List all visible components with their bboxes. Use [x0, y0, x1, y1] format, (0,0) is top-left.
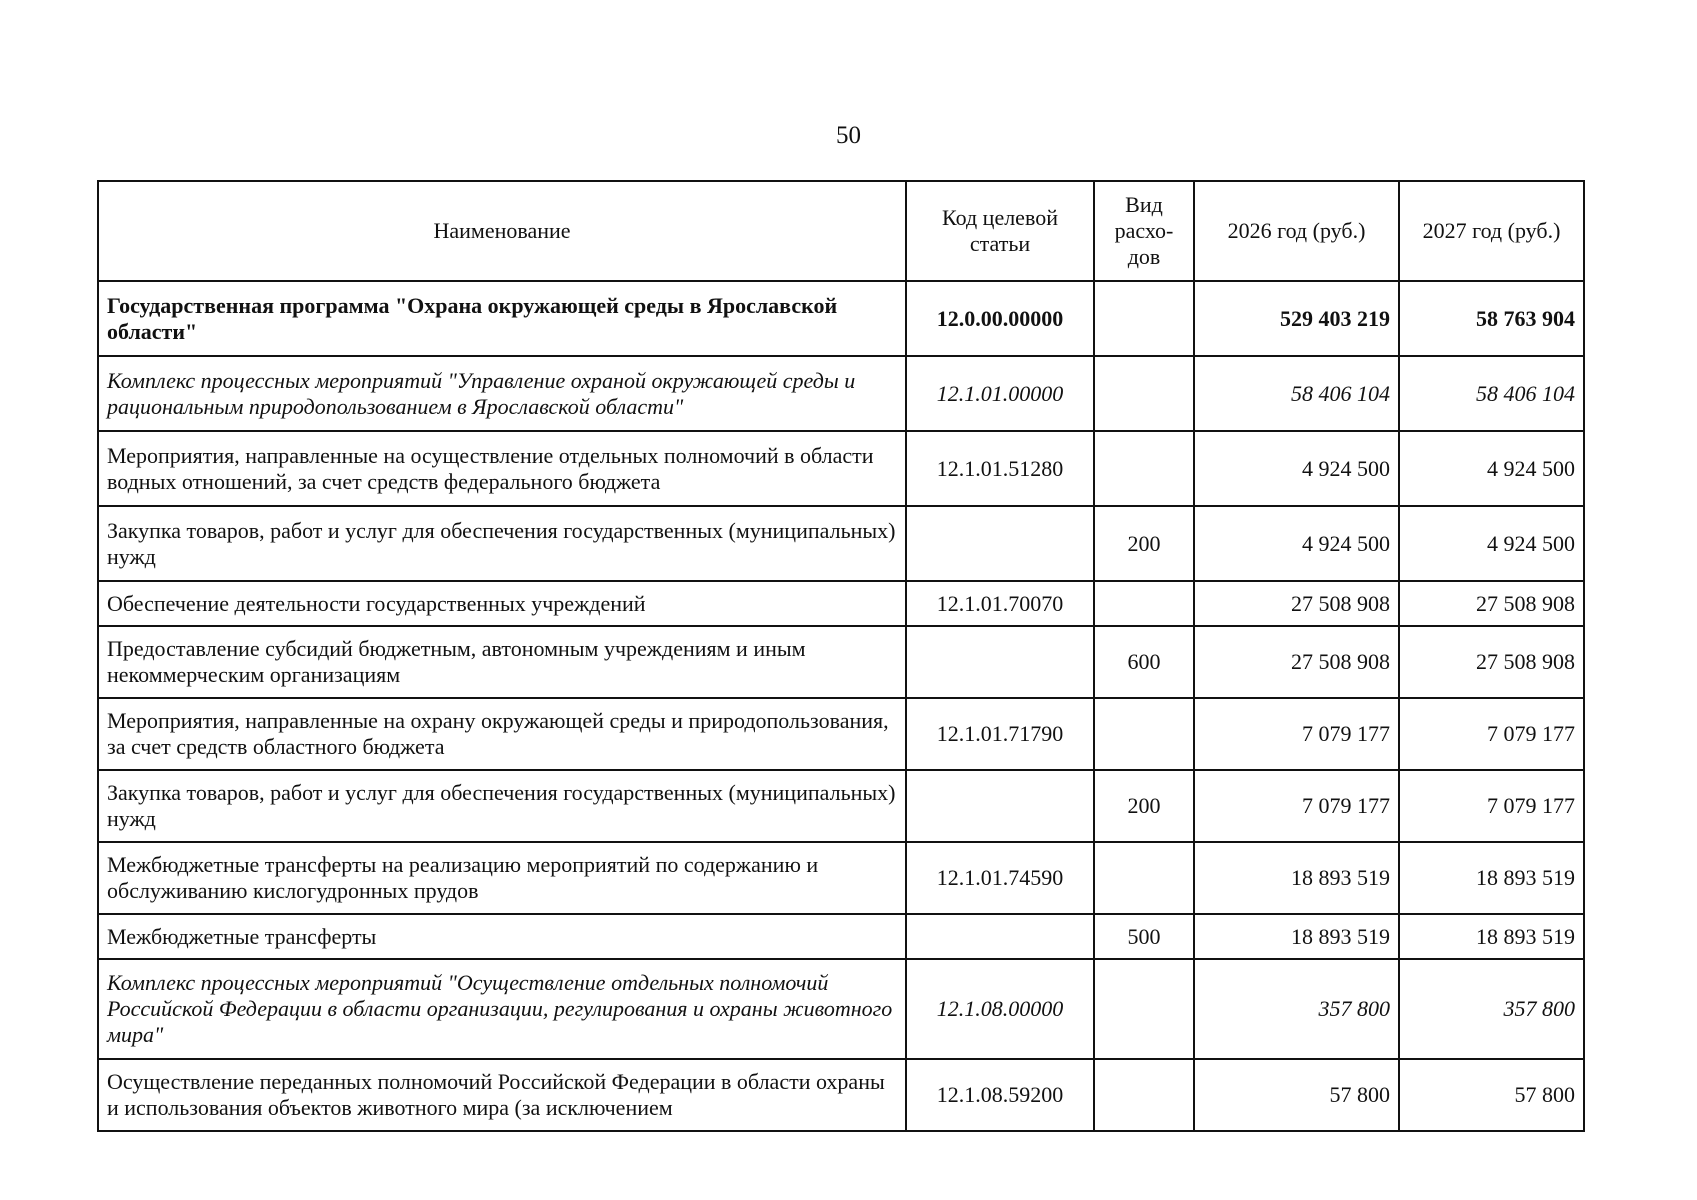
- row-name: Государственная программа "Охрана окружающей среды в Ярославской области": [98, 281, 906, 356]
- row-kind: 600: [1094, 626, 1194, 698]
- row-2027: 4 924 500: [1399, 506, 1584, 581]
- row-2026: 18 893 519: [1194, 914, 1399, 959]
- table-row: [98, 770, 1584, 842]
- row-code: [906, 770, 1094, 842]
- row-name: Мероприятия, направленные на осуществление отдельных полномочий в области водных отношений, за счет средств федерального бюджета: [98, 431, 906, 506]
- row-2026: 529 403 219: [1194, 281, 1399, 356]
- row-2027: 27 508 908: [1399, 581, 1584, 626]
- row-2026: 27 508 908: [1194, 626, 1399, 698]
- table-row: [98, 914, 1584, 959]
- row-2027: 58 406 104: [1399, 356, 1584, 431]
- row-name: Комплекс процессных мероприятий "Осуществление отдельных полномочий Российской Федерации в области организации, регулирования и охраны животного мира": [98, 959, 906, 1059]
- row-2026: 357 800: [1194, 959, 1399, 1059]
- table-row: [98, 842, 1584, 914]
- row-name: Закупка товаров, работ и услуг для обеспечения государственных (муниципальных) нужд: [98, 506, 906, 581]
- header-2026: 2026 год (руб.): [1194, 181, 1399, 281]
- row-code: 12.1.08.59200: [906, 1059, 1094, 1131]
- table-row: [98, 281, 1584, 356]
- table-row: [98, 1059, 1584, 1131]
- row-2027: 18 893 519: [1399, 842, 1584, 914]
- row-code: 12.1.01.71790: [906, 698, 1094, 770]
- row-kind: 200: [1094, 506, 1194, 581]
- header-code: Код целевой статьи: [906, 181, 1094, 281]
- row-2027: 7 079 177: [1399, 698, 1584, 770]
- row-2027: 27 508 908: [1399, 626, 1584, 698]
- row-code: 12.1.01.00000: [906, 356, 1094, 431]
- row-code: 12.1.01.51280: [906, 431, 1094, 506]
- table-row: [98, 431, 1584, 506]
- header-name: Наименование: [98, 181, 906, 281]
- table-row: [98, 581, 1584, 626]
- row-2026: 18 893 519: [1194, 842, 1399, 914]
- table-header-row: [98, 181, 1584, 281]
- row-code: 12.1.01.70070: [906, 581, 1094, 626]
- row-2027: 4 924 500: [1399, 431, 1584, 506]
- header-kind: Вид расхо-дов: [1094, 181, 1194, 281]
- row-2027: 7 079 177: [1399, 770, 1584, 842]
- row-2027: 57 800: [1399, 1059, 1584, 1131]
- table-row: [98, 959, 1584, 1059]
- row-2026: 57 800: [1194, 1059, 1399, 1131]
- row-code: 12.0.00.00000: [906, 281, 1094, 356]
- row-2027: 357 800: [1399, 959, 1584, 1059]
- row-name: Осуществление переданных полномочий Российской Федерации в области охраны и использования объектов животного мира (за исключением: [98, 1059, 906, 1131]
- row-2026: 4 924 500: [1194, 431, 1399, 506]
- row-2026: 7 079 177: [1194, 698, 1399, 770]
- row-code: [906, 506, 1094, 581]
- row-kind: [1094, 959, 1194, 1059]
- header-2027: 2027 год (руб.): [1399, 181, 1584, 281]
- row-name: Мероприятия, направленные на охрану окружающей среды и природопользования, за счет средств областного бюджета: [98, 698, 906, 770]
- row-kind: [1094, 281, 1194, 356]
- row-2027: 18 893 519: [1399, 914, 1584, 959]
- row-kind: [1094, 431, 1194, 506]
- row-name: Предоставление субсидий бюджетным, автономным учреждениям и иным некоммерческим организациям: [98, 626, 906, 698]
- table-row: [98, 626, 1584, 698]
- row-kind: [1094, 1059, 1194, 1131]
- row-code: 12.1.08.00000: [906, 959, 1094, 1059]
- page-number: 50: [836, 122, 861, 149]
- row-2026: 4 924 500: [1194, 506, 1399, 581]
- row-2027: 58 763 904: [1399, 281, 1584, 356]
- row-name: Закупка товаров, работ и услуг для обеспечения государственных (муниципальных) нужд: [98, 770, 906, 842]
- row-code: [906, 626, 1094, 698]
- row-name: Обеспечение деятельности государственных учреждений: [98, 581, 906, 626]
- table-row: [98, 506, 1584, 581]
- table-row: [98, 356, 1584, 431]
- row-kind: 500: [1094, 914, 1194, 959]
- row-2026: 58 406 104: [1194, 356, 1399, 431]
- row-name: Межбюджетные трансферты на реализацию мероприятий по содержанию и обслуживанию кислогудронных прудов: [98, 842, 906, 914]
- row-name: Межбюджетные трансферты: [98, 914, 906, 959]
- row-2026: 7 079 177: [1194, 770, 1399, 842]
- row-kind: [1094, 356, 1194, 431]
- row-kind: 200: [1094, 770, 1194, 842]
- row-kind: [1094, 698, 1194, 770]
- table-row: [98, 698, 1584, 770]
- row-kind: [1094, 581, 1194, 626]
- row-name: Комплекс процессных мероприятий "Управление охраной окружающей среды и рациональным природопользованием в Ярославской области": [98, 356, 906, 431]
- row-2026: 27 508 908: [1194, 581, 1399, 626]
- row-kind: [1094, 842, 1194, 914]
- row-code: [906, 914, 1094, 959]
- budget-table: [97, 180, 1585, 1132]
- row-code: 12.1.01.74590: [906, 842, 1094, 914]
